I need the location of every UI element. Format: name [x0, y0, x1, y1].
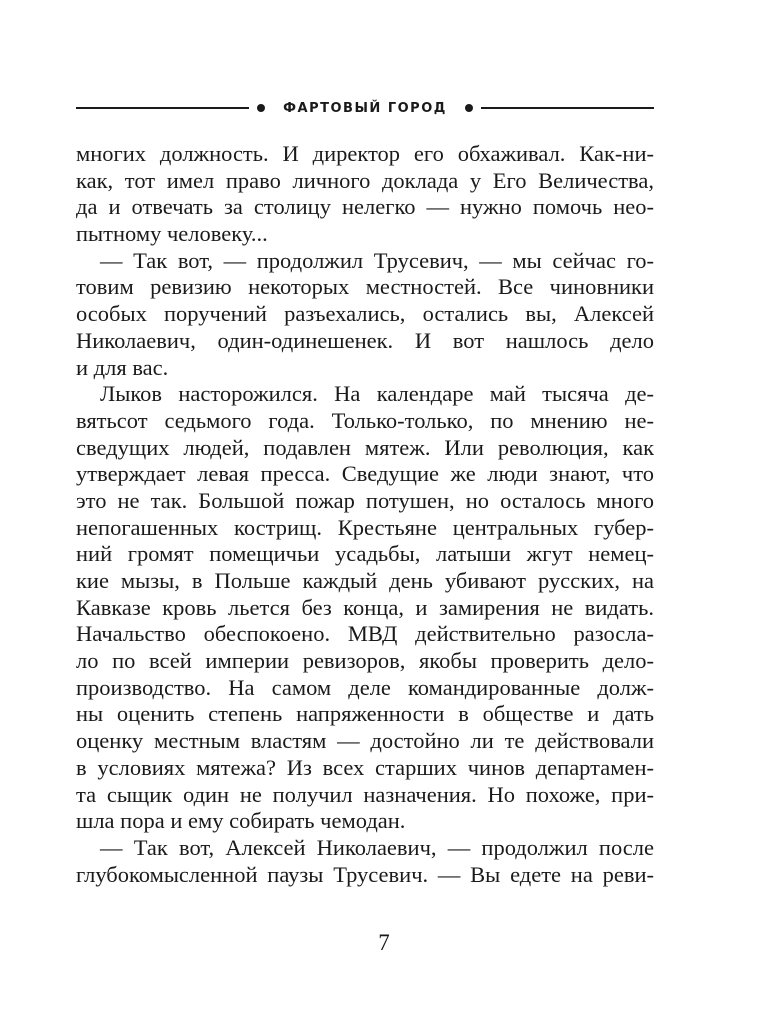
text-line: многих должность. И директор его обхаживал. Как-ни-: [76, 141, 654, 166]
text-line: кие мызы, в Польше каждый день убивают русских, на: [76, 568, 654, 593]
text-line: Лыков насторожился. На календаре май тысяча де-: [100, 381, 654, 407]
text-line: шла пора и ему собирать чемодан.: [76, 808, 406, 834]
text-line: сведущих людей, подавлен мятеж. Или революция, как: [76, 434, 654, 460]
text-line: — Так вот, — продолжил Трусевич, — мы сейчас го-: [100, 247, 654, 273]
text-line: производство. На самом деле командированные долж-: [76, 674, 654, 700]
text-line: та сыщик один не получил назначения. Но похоже, при-: [76, 781, 654, 807]
text-line: ло по всей империи ревизоров, якобы проверить дело-: [76, 648, 654, 674]
text-line: Начальство обеспокоено. МВД действительно разосла-: [76, 621, 654, 647]
text-line: в условиях мятежа? Из всех старших чинов департамен-: [76, 754, 654, 780]
text-line: оценку местным властям — достойно ли те действовали: [76, 728, 654, 754]
text-line: и для вас.: [76, 354, 169, 380]
header-rule-right: [481, 107, 654, 109]
header-rule-left: [76, 107, 249, 109]
text-line: ний громят помещичьи усадьбы, латыши жгут немец-: [76, 541, 654, 567]
text-line: ны оценить степень напряженности в обществе и дать: [76, 701, 654, 727]
text-line: товим ревизию некоторых местностей. Все чиновники: [76, 274, 654, 300]
text-line: вятьсот седьмого года. Только-только, по мнению не-: [76, 407, 654, 433]
text-line: Николаевич, один-одинешенек. И вот нашлось дело: [76, 327, 654, 353]
text-line: утверждает левая пресса. Сведущие же люди знают, что: [76, 461, 654, 487]
text-line: глубокомысленной паузы Трусевич. — Вы едете на реви-: [76, 861, 654, 887]
text-line: непогашенных кострищ. Крестьяне центральных губер-: [76, 514, 654, 540]
header-dot-right: [465, 104, 473, 112]
body-text: [76, 141, 654, 888]
page-number: 7: [378, 930, 390, 955]
running-header: [76, 96, 654, 120]
text-line: да и отвечать за столицу нелегко — нужно помочь нео-: [76, 194, 654, 220]
text-line: это не так. Большой пожар потушен, но осталось много: [76, 487, 654, 513]
text-line: особых поручений разъехались, остались вы, Алексей: [76, 301, 654, 327]
text-line: как, тот имел право личного доклада у Его Величества,: [76, 167, 654, 193]
header-dot-left: [257, 104, 265, 112]
text-line: Кавказе кровь льется без конца, и замирения не видать.: [76, 594, 654, 620]
book-title: ФАРТОВЫЙ ГОРОД: [283, 100, 447, 116]
text-line: пытному человеку...: [76, 221, 268, 247]
text-line: — Так вот, Алексей Николаевич, — продолжил после: [100, 834, 654, 860]
